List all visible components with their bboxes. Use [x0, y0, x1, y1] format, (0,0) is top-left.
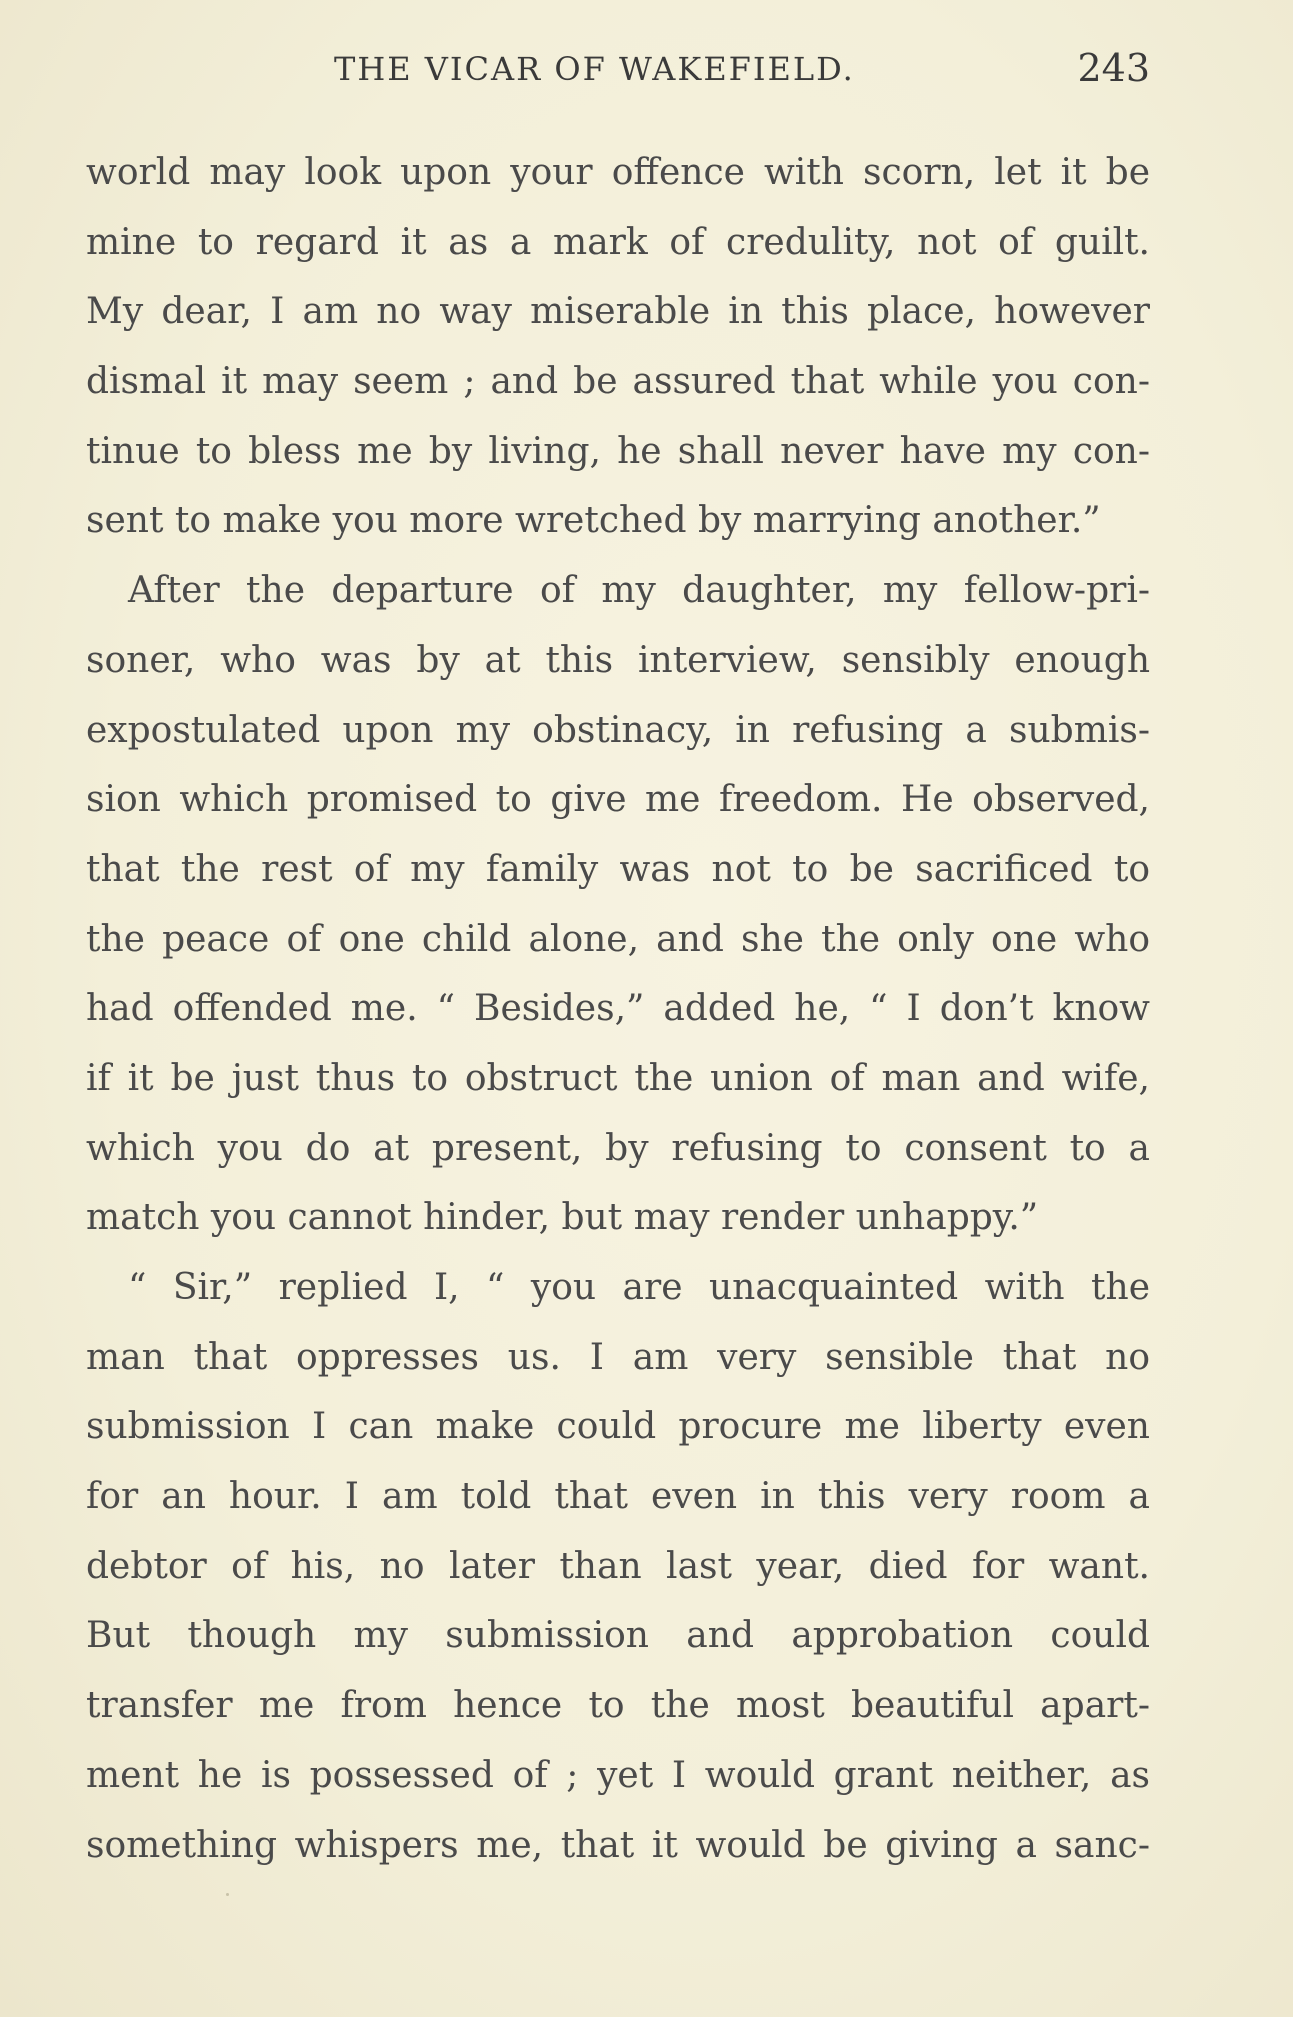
- body-text: [86, 138, 1150, 1880]
- text-line: transfer me from hence to the most beautiful apart-: [86, 1685, 1150, 1727]
- text-line: submission I can make could procure me liberty even: [86, 1406, 1150, 1448]
- text-line: ment he is possessed of ; yet I would grant neither, as: [86, 1754, 1150, 1796]
- text-line: dismal it may seem ; and be assured that while you con-: [86, 361, 1150, 403]
- text-line: tinue to bless me by living, he shall never have my con-: [86, 430, 1150, 472]
- text-line: man that oppresses us. I am very sensible that no: [86, 1336, 1150, 1378]
- text-line: mine to regard it as a mark of credulity, not of guilt.: [86, 221, 1150, 263]
- text-line: After the departure of my daughter, my fellow-pri-: [128, 570, 1150, 612]
- text-line: But though my submission and approbation could: [86, 1615, 1150, 1657]
- text-line: that the rest of my family was not to be sacrificed to: [86, 848, 1150, 890]
- text-line: if it be just thus to obstruct the union of man and wife,: [86, 1057, 1150, 1099]
- text-line: had offended me. “ Besides,” added he, “ I don’t know: [86, 988, 1150, 1030]
- text-line: the peace of one child alone, and she the only one who: [86, 918, 1150, 960]
- text-line: for an hour. I am told that even in this very room a: [86, 1476, 1150, 1518]
- text-line: soner, who was by at this interview, sensibly enough: [86, 639, 1150, 681]
- text-line: which you do at present, by refusing to consent to a: [86, 1127, 1150, 1169]
- text-line: “ Sir,” replied I, “ you are unacquainted with the: [128, 1267, 1150, 1308]
- page-header: [86, 44, 1150, 92]
- text-line: My dear, I am no way miserable in this place, however: [86, 291, 1150, 333]
- text-line: sion which promised to give me freedom. He observed,: [86, 779, 1150, 821]
- text-line: something whispers me, that it would be giving a sanc-: [86, 1824, 1150, 1866]
- paper-speck: [226, 1893, 229, 1896]
- text-line: debtor of his, no later than last year, died for want.: [86, 1545, 1150, 1587]
- page-number: 243: [1077, 46, 1150, 90]
- text-line: world may look upon your offence with scorn, let it be: [86, 152, 1150, 193]
- text-line: sent to make you more wretched by marrying another.”: [86, 500, 1101, 542]
- text-line: expostulated upon my obstinacy, in refusing a submis-: [86, 709, 1150, 751]
- running-title: THE VICAR OF WAKEFIELD.: [334, 50, 855, 88]
- text-line: match you cannot hinder, but may render unhappy.”: [86, 1197, 1039, 1239]
